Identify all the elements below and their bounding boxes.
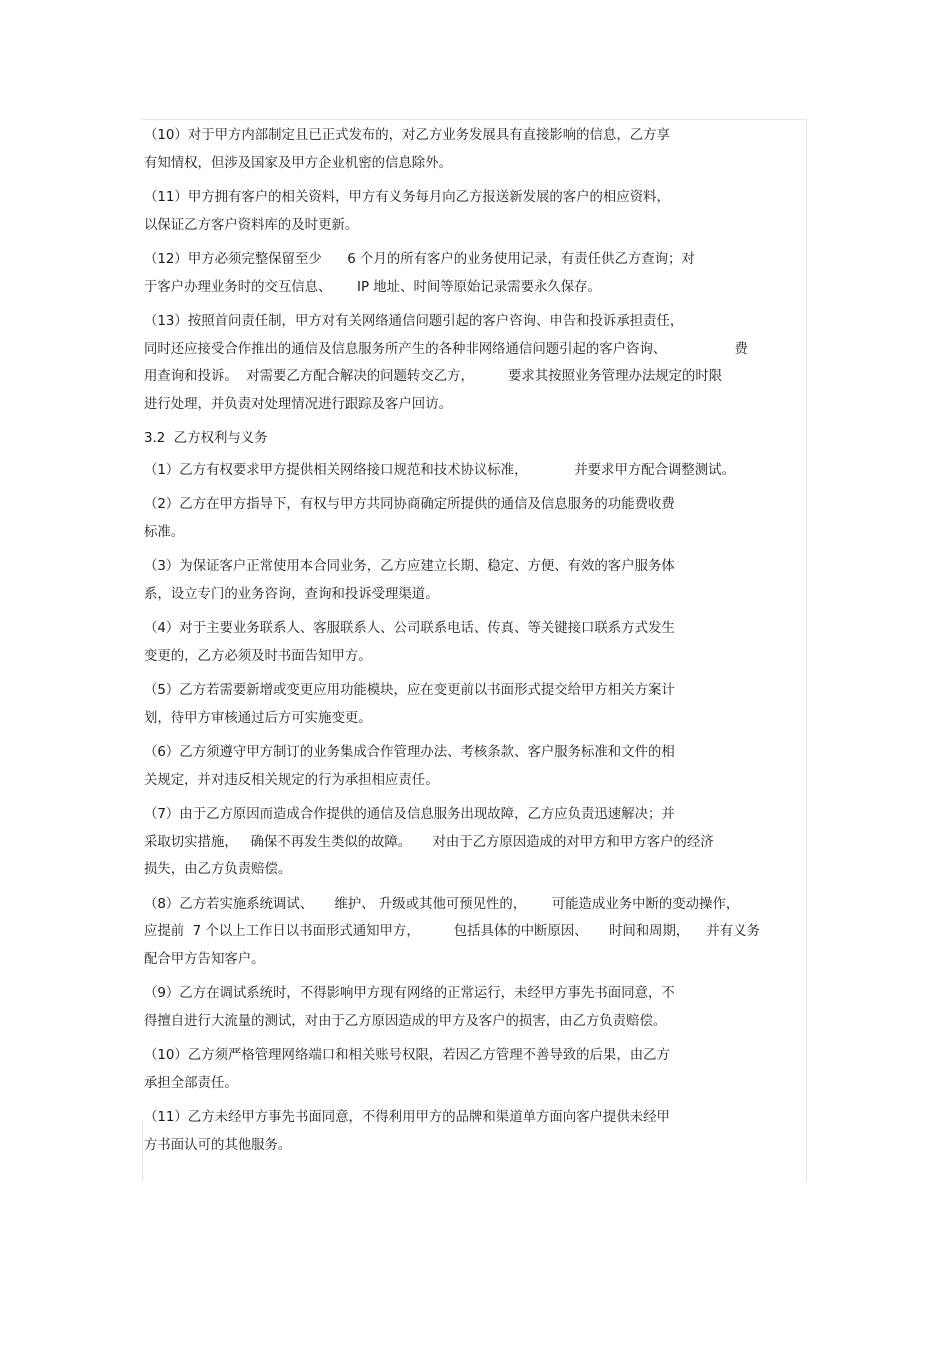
paragraph-line: （7）由于乙方原因而造成合作提供的通信及信息服务出现故障，乙方应负责迅速解决；并 — [144, 807, 675, 822]
clause-3-2-11 — [144, 1104, 808, 1159]
paragraph-line: 标准。 — [144, 524, 185, 540]
clause-3-1-11 — [144, 184, 808, 239]
paragraph-line: 划，待甲方审核通过后方可实施变更。 — [144, 710, 372, 726]
clause-3-2-1 — [144, 457, 808, 485]
clause-3-2-10 — [144, 1042, 808, 1097]
clause-3-2-2 — [144, 491, 808, 546]
clause-3-2-5 — [144, 677, 808, 732]
clause-3-2-6 — [144, 739, 808, 794]
paragraph-line: 同时还应接受合作推出的通信及信息服务所产生的各种非网络通信问题引起的客户咨询、 费 — [144, 341, 748, 357]
paragraph-line: 采取切实措施， 确保不再发生类似的故障。 对由于乙方原因造成的对甲方和甲方客户的经济 — [144, 834, 714, 850]
section-3-2-heading — [144, 425, 808, 453]
paragraph-line: 配合甲方告知客户。 — [144, 951, 265, 967]
clause-3-2-7 — [144, 801, 808, 884]
paragraph-line: 有知情权，但涉及国家及甲方企业机密的信息除外。 — [144, 155, 452, 171]
paragraph-line: 应提前 7 个以上工作日以书面形式通知甲方， 包括具体的中断原因、 时间和周期， 并有义务 — [144, 924, 760, 939]
paragraph-line: 以保证乙方客户资料库的及时更新。 — [144, 217, 359, 233]
paragraph-line: 于客户办理业务时的交互信息、 IP 地址、时间等原始记录需要永久保存。 — [144, 279, 601, 295]
paragraph-line: （13）按照首问责任制，甲方对有关网络通信问题引起的客户咨询、申告和投诉承担责任， — [144, 314, 684, 329]
paragraph-line: 变更的，乙方必须及时书面告知甲方。 — [144, 648, 372, 664]
paragraph-line: （10）对于甲方内部制定且已正式发布的，对乙方业务发展具有直接影响的信息，乙方享 — [144, 128, 670, 143]
clause-3-1-10 — [144, 122, 808, 177]
paragraph-line: 系，设立专门的业务咨询，查询和投诉受理渠道。 — [144, 586, 439, 602]
paragraph-line: 方书面认可的其他服务。 — [144, 1137, 292, 1153]
paragraph-line: 进行处理，并负责对处理情况进行跟踪及客户回访。 — [144, 396, 452, 412]
paragraph-line: 用查询和投诉。 对需要乙方配合解决的问题转交乙方， 要求其按照业务管理办法规定的时限 — [144, 369, 723, 384]
clause-3-2-9 — [144, 980, 808, 1035]
paragraph-line: （10）乙方须严格管理网络端口和相关账号权限，若因乙方管理不善导致的后果，由乙方 — [144, 1048, 670, 1063]
paragraph-line: （11）甲方拥有客户的相关资料，甲方有义务每月向乙方报送新发展的客户的相应资料， — [144, 190, 670, 205]
paragraph-line: （4）对于主要业务联系人、客服联系人、公司联系电话、传真、等关键接口联系方式发生 — [144, 621, 675, 636]
paragraph-line: （12）甲方必须完整保留至少 6 个月的所有客户的业务使用记录，有责任供乙方查询；对 — [144, 252, 695, 267]
paragraph-line: （11）乙方未经甲方事先书面同意，不得利用甲方的品牌和渠道单方面向客户提供未经甲 — [144, 1110, 670, 1125]
section-heading-text: 3.2 乙方权利与义务 — [144, 431, 268, 446]
clause-3-2-4 — [144, 615, 808, 670]
paragraph-line: 得擅自进行大流量的测试，对由于乙方原因造成的甲方及客户的损害，由乙方负责赔偿。 — [144, 1013, 667, 1029]
paragraph-line: （5）乙方若需要新增或变更应用功能模块，应在变更前以书面形式提交给甲方相关方案计 — [144, 683, 675, 698]
paragraph-line: 损失，由乙方负责赔偿。 — [144, 862, 292, 877]
paragraph-line: 承担全部责任。 — [144, 1075, 238, 1091]
paragraph-line: （9）乙方在调试系统时，不得影响甲方现有网络的正常运行，未经甲方事先书面同意，不 — [144, 986, 675, 1001]
paragraph-line: 关规定，并对违反相关规定的行为承担相应责任。 — [144, 772, 439, 788]
clause-3-1-13 — [144, 308, 808, 418]
clause-3-1-12 — [144, 246, 808, 301]
paragraph-line: （8）乙方若实施系统调试、 维护、 升级或其他可预见性的， 可能造成业务中断的变动操作， — [144, 896, 740, 912]
clause-3-2-3 — [144, 553, 808, 608]
page-border-left — [142, 1120, 143, 1181]
paragraph-line: （3）为保证客户正常使用本合同业务，乙方应建立长期、稳定、方便、有效的客户服务体 — [144, 559, 675, 574]
paragraph-line: （2）乙方在甲方指导下，有权与甲方共同协商确定所提供的通信及信息服务的功能费收费 — [144, 497, 675, 512]
document-body — [144, 122, 808, 1166]
paragraph-line: （6）乙方须遵守甲方制订的业务集成合作管理办法、考核条款、客户服务标准和文件的相 — [144, 745, 675, 760]
clause-3-2-8 — [144, 891, 808, 974]
paragraph-line: （1）乙方有权要求甲方提供相关网络接口规范和技术协议标准， 并要求甲方配合调整测试。 — [144, 462, 735, 478]
